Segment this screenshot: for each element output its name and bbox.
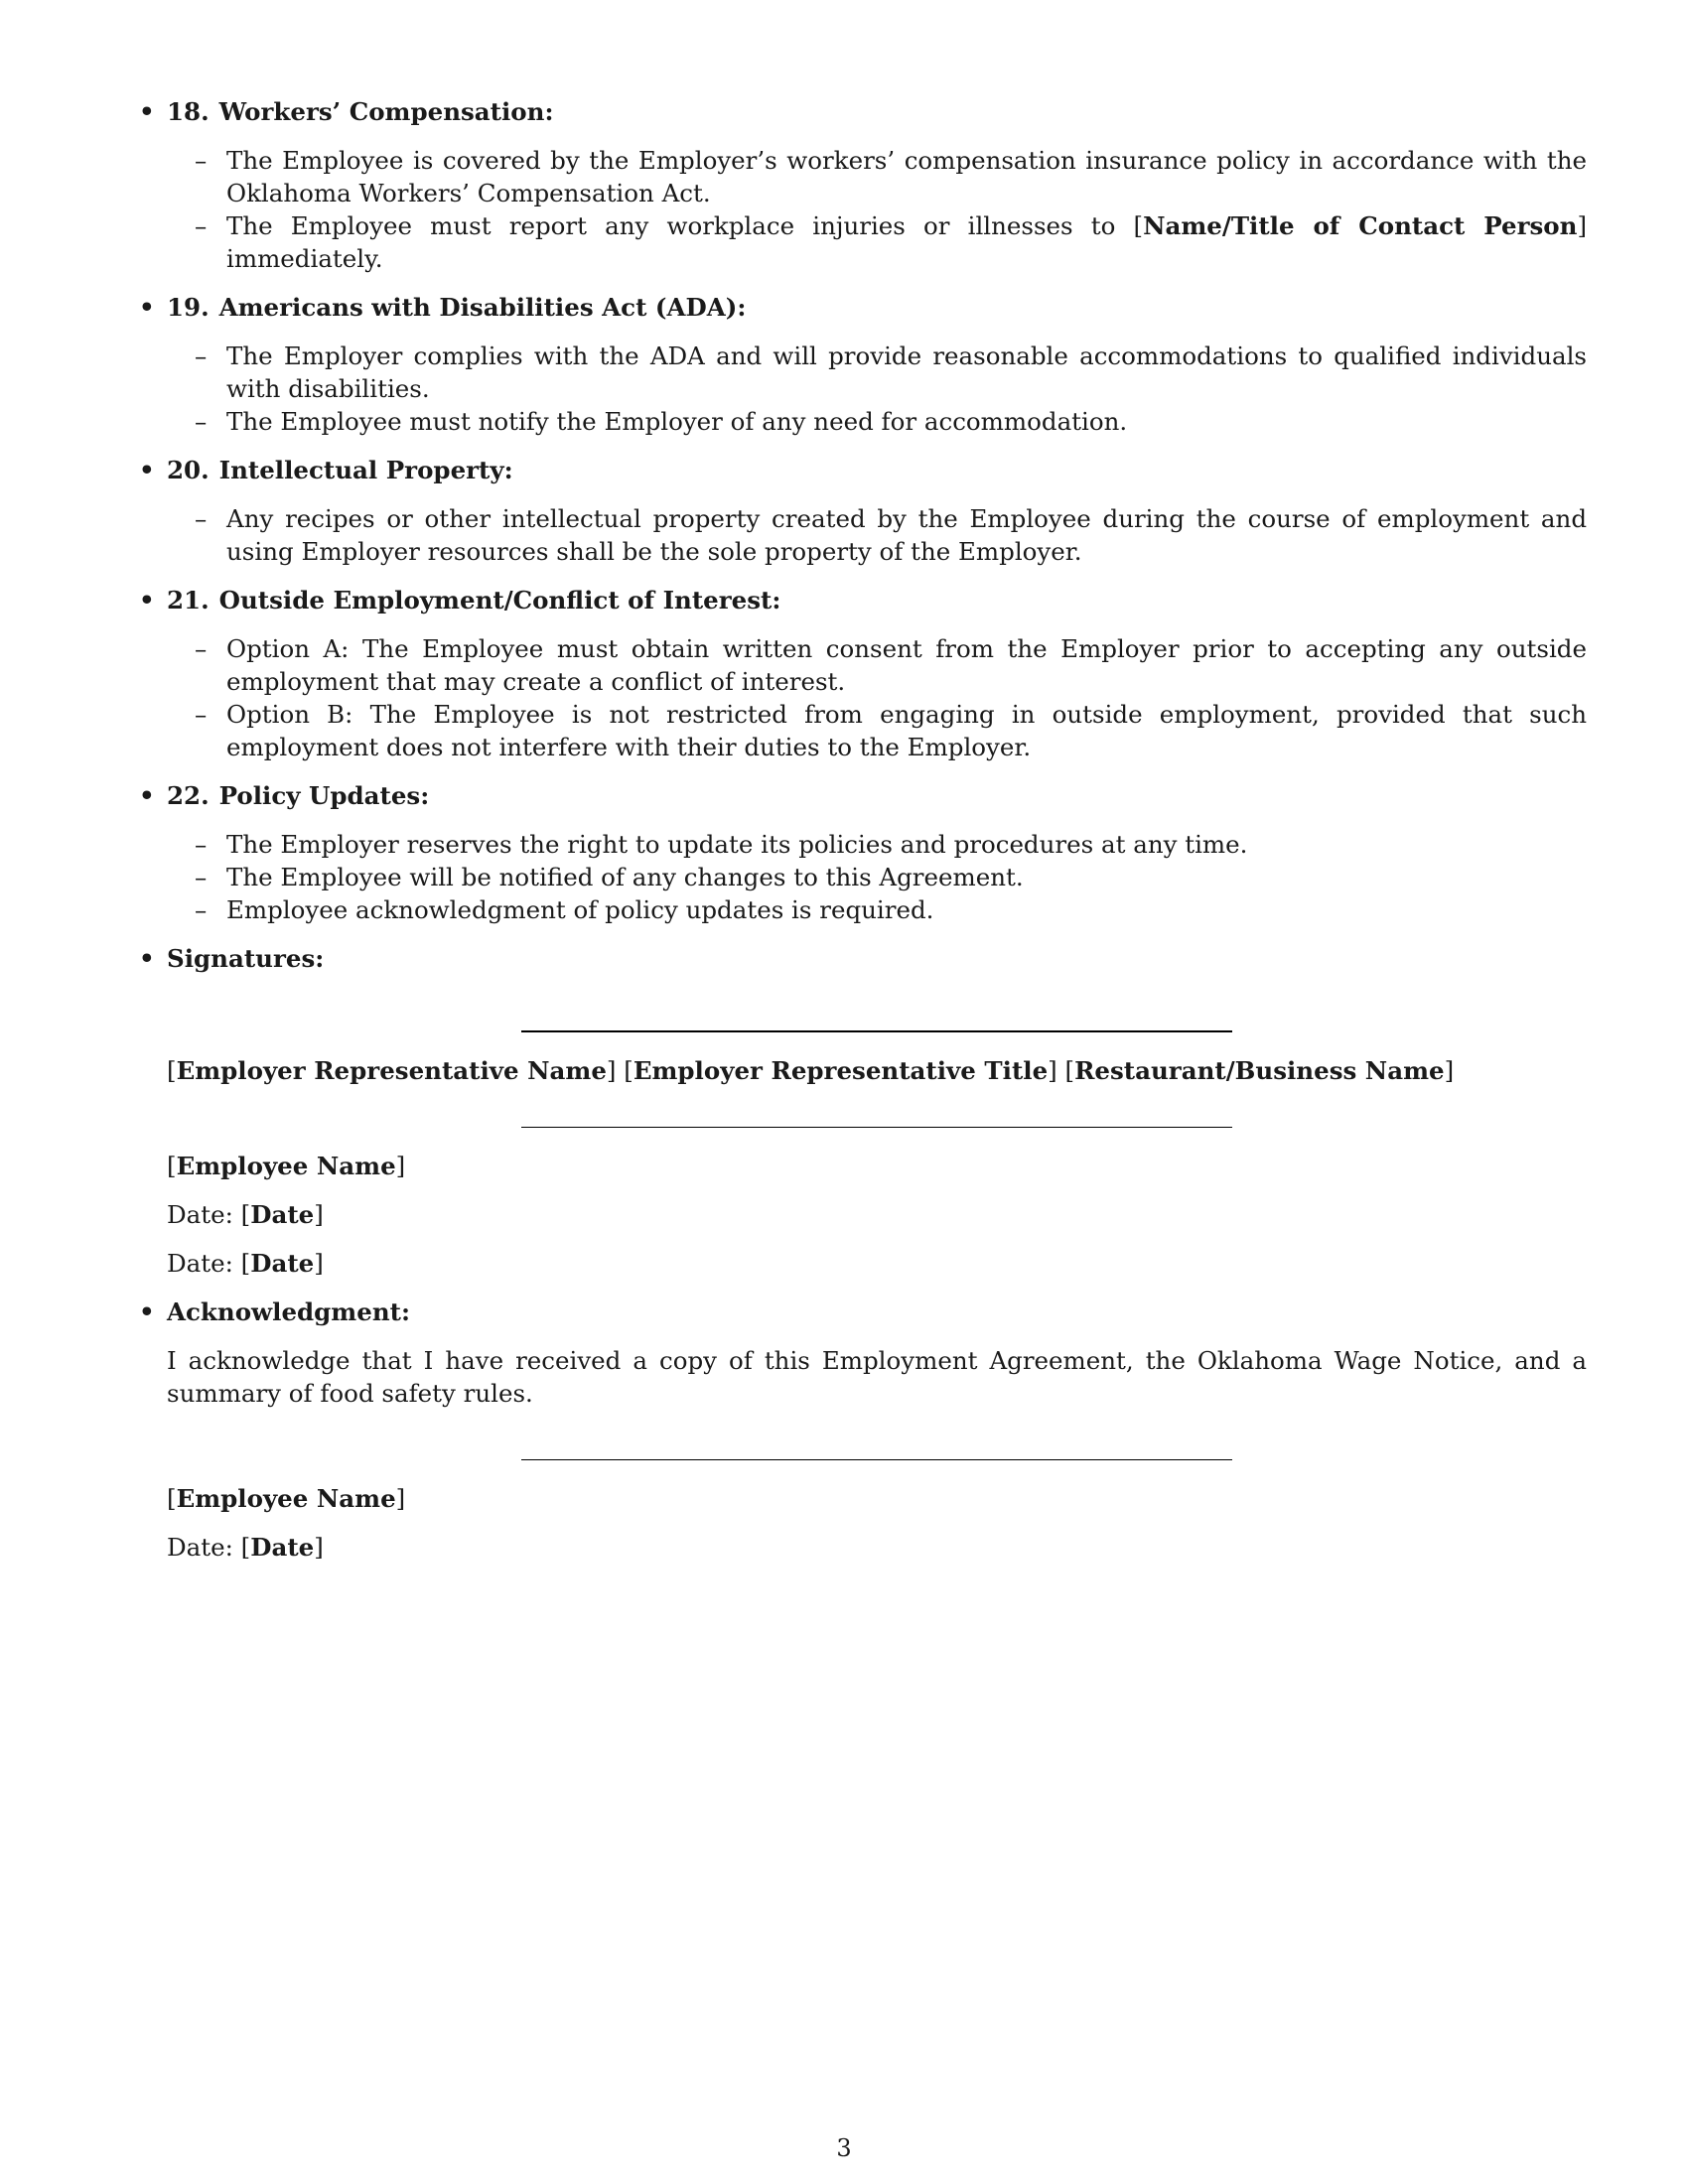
date-label: Date: [167,1249,233,1278]
list-item [167,502,1587,568]
section-policy-updates [139,779,1587,926]
employee-name: Employee Name [176,1484,396,1513]
employee-signature-block [167,1103,1587,1182]
dash-icon: – [195,407,208,436]
item-text: ] immediately. [226,211,1587,273]
section-title-text: Policy Updates: [218,781,430,810]
bullet-icon: • [139,944,155,973]
business-name: Restaurant/Business Name [1074,1056,1445,1085]
signatures-title: Signatures: [167,944,325,973]
section-items [167,144,1587,275]
bullet-icon: • [139,586,155,614]
section-number: 19. [167,293,210,322]
list-item [167,340,1587,405]
employer-signature-line [521,1030,1232,1032]
date-placeholder: Date [250,1533,315,1562]
date-placeholder: Date [250,1200,315,1229]
section-items [167,502,1587,568]
section-title [167,291,1587,324]
item-text: The Employee will be notified of any changes to this Agreement. [226,863,1024,891]
section-items [167,828,1587,926]
section-title-text: Americans with Disabilities Act (ADA): [218,293,747,322]
bullet-icon: • [139,456,155,484]
employer-date: Date: [Date] [167,1200,324,1229]
section-title [167,779,1587,812]
section-title-text: Outside Employment/Conflict of Interest: [218,586,781,614]
list-item [167,209,1587,275]
section-acknowledgment [139,1296,1587,1564]
date-label: Date: [167,1200,233,1229]
section-title-text: Intellectual Property: [218,456,513,484]
employee-name: Employee Name [176,1152,396,1180]
section-outside-employment [139,584,1587,763]
acknowledgment-date: Date: [Date] [167,1533,324,1562]
page-number: 3 [836,2134,852,2162]
employee-date: Date: [Date] [167,1249,324,1278]
dash-icon: – [195,863,208,891]
dash-icon: – [195,504,208,533]
employee-signature-line [521,1127,1232,1128]
item-text: The Employer reserves the right to update its policies and procedures at any time. [226,830,1248,859]
section-workers-compensation [139,95,1587,275]
item-text: The Employee is covered by the Employer’s workers’ compensation insurance policy in accordance with the Oklahoma Workers’ Compensation Act. [226,146,1587,207]
contact-person-placeholder: Name/Title of Contact Person [1143,211,1578,240]
dash-icon: – [195,895,208,924]
item-text: The Employee must report any workplace injuries or illnesses to [ [226,211,1144,240]
item-text: Any recipes or other intellectual property created by the Employee during the course of employment and using Employer resources shall be the sole property of the Employer. [226,504,1587,566]
item-text: The Employee must notify the Employer of any need for accommodation. [226,407,1128,436]
list-item [167,698,1587,763]
list-item [167,632,1587,698]
item-text: Option B: The Employee is not restricted from engaging in outside employment, provided that such employment does not interfere with their duties to the Employer. [226,700,1587,761]
section-title [167,584,1587,616]
bullet-icon: • [139,293,155,322]
dash-icon: – [195,341,208,370]
section-number: 18. [167,97,210,126]
dash-icon: – [195,146,208,175]
section-ada [139,291,1587,438]
acknowledgment-text: I acknowledge that I have received a copy of this Employment Agreement, the Oklahoma Wage Notice, and a summary of food safety rules. [167,1346,1587,1408]
dash-icon: – [195,634,208,663]
acknowledgment-signature-block [167,1435,1587,1515]
dash-icon: – [195,700,208,729]
employer-rep-title: Employer Representative Title [633,1056,1049,1085]
section-number: 22. [167,781,210,810]
employer-rep-name: Employer Representative Name [176,1056,607,1085]
item-text: Option A: The Employee must obtain written consent from the Employer prior to accepting any outside employment that may create a conflict of interest. [226,634,1587,696]
section-number: 20. [167,456,210,484]
bullet-icon: • [139,781,155,810]
dash-icon: – [195,830,208,859]
section-title-text: Workers’ Compensation: [218,97,554,126]
employee-signature-name: [Employee Name] [167,1152,406,1180]
list-item [167,828,1587,861]
section-title [167,95,1587,128]
document-content [139,95,1587,1579]
acknowledgment-title: Acknowledgment: [167,1297,410,1326]
section-items [167,340,1587,438]
acknowledgment-signature-line [521,1459,1232,1460]
section-number: 21. [167,586,210,614]
item-text: Employee acknowledgment of policy updates is required. [226,895,934,924]
bullet-icon: • [139,1297,155,1326]
acknowledgment-signature-name: [Employee Name] [167,1484,406,1513]
section-items [167,632,1587,763]
section-title [167,454,1587,486]
list-item [167,405,1587,438]
employer-signature-block [167,991,1587,1087]
date-placeholder: Date [250,1249,315,1278]
section-signatures [139,942,1587,1280]
date-label: Date: [167,1533,233,1562]
list-item [167,144,1587,209]
section-intellectual-property [139,454,1587,568]
dash-icon: – [195,211,208,240]
list-item [167,861,1587,893]
bullet-icon: • [139,97,155,126]
item-text: The Employer complies with the ADA and will provide reasonable accommodations to qualified individuals with disabilities. [226,341,1587,403]
list-item [167,893,1587,926]
employer-signature-names: [Employer Representative Name] [Employer Representative Title] [Restaurant/Business Name] [167,1056,1455,1085]
